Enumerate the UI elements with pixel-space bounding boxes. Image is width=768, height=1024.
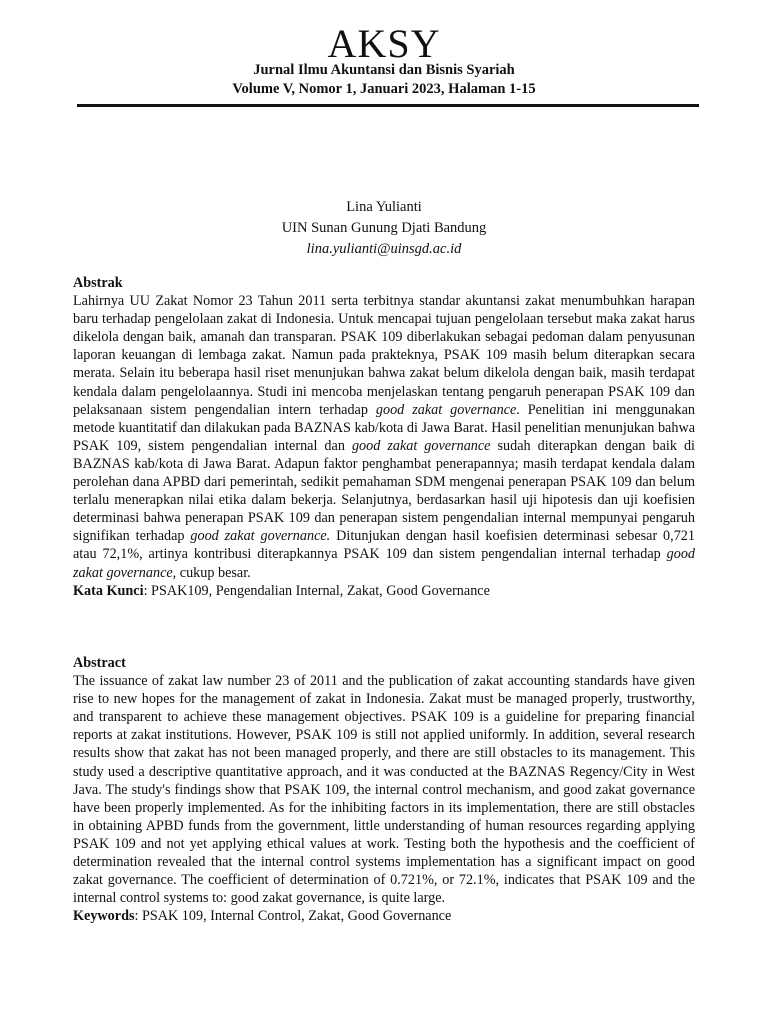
header-divider — [77, 104, 699, 107]
abstrak-text-1: Lahirnya UU Zakat Nomor 23 Tahun 2011 serta terbitnya standar akuntansi zakat menumbuhkan harapan baru terhadap pengelolaan zakat di Indonesia. Untuk mencapai tujuan pengelolaan tersebut maka zakat harus dikelola dengan baik, amanah dan transparan. PSAK 109 diberlakukan sebagai pedoman dalam penyusunan laporan keuangan di lembaga zakat. Namun pada prakteknya, PSAK 109 masih belum diterapkan secara merata. Selain itu beberapa hasil riset menunjukan bahwa zakat belum dikelola dengan baik, masih terdapat kendala dalam pengelolaannya. Studi ini mencoba menjelaskan tentang pengaruh penerapan PSAK 109 dan pelaksanaan sistem pengendalian intern terhadap — [73, 293, 695, 418]
abstrak-text-2: . Penelitian ini menggunakan metode kuantitatif dan dilakukan pada BAZNAS kab/kota di Jawa Barat. Hasil penelitian menunjukan bahwa PSAK 109, sistem pengendalian internal dan — [73, 401, 695, 454]
abstrak-italic-3: good zakat governance. — [190, 528, 331, 545]
abstract-body: The issuance of zakat law number 23 of 2011 and the publication of zakat accounting standards have given rise to new hopes for the management of zakat in Indonesia. Zakat must be managed properly, trustworthy, and transparent to achieve these management objectives. PSAK 109 is a guideline for preparing financial reports at zakat institutions. However, PSAK 109 is still not applied uniformly. In addition, several research results show that zakat has not been managed properly, and there are still obstacles to its management. This study used a descriptive quantitative approach, and it was conducted at the BAZNAS Regency/City in West Java. The study's findings show that PSAK 109, the internal control mechanism, and good zakat governance have been properly implemented. As for the inhibiting factors in its implementation, there are still obstacles in obtaining APBD funds from the government, little understanding of human resources regarding applying PSAK 109 and not yet applying ethical values at work. Testing both the hypothesis and the coefficient of determination revealed that the internal control systems implementation has a significant impact on good zakat governance. The coefficient of determination of 0.721%, or 72.1%, indicates that PSAK 109 and the internal control systems to: good zakat governance, is quite large. — [73, 673, 695, 907]
abstrak-heading: Abstrak — [73, 275, 123, 291]
author-affiliation: UIN Sunan Gunung Djati Bandung — [281, 220, 487, 236]
journal-volume-line: Volume V, Nomor 1, Januari 2023, Halaman 1-15 — [232, 81, 536, 97]
author-name: Lina Yulianti — [346, 199, 422, 215]
abstrak-italic-2: good zakat governance — [351, 437, 491, 454]
kata-kunci — [73, 582, 695, 600]
journal-title: AKSY — [327, 21, 441, 66]
abstrak-text-4: Ditunjukan dengan hasil koefisien determinasi sebesar 0,721 atau 72,1%, artinya kontribusi diterapkannya PSAK 109 dan sistem pengendalian internal terhadap — [73, 528, 695, 563]
abstrak-italic-4: good zakat governance, — [73, 546, 695, 581]
author-block — [0, 197, 768, 260]
keywords — [73, 907, 695, 925]
abstrak-body — [73, 292, 695, 582]
kata-kunci-values: : PSAK109, Pengendalian Internal, Zakat, Good Governance — [143, 582, 490, 599]
abstrak-text-5: cukup besar. — [176, 564, 251, 581]
abstrak-section — [73, 274, 695, 600]
abstrak-italic-1: good zakat governance — [375, 401, 517, 418]
abstract-heading: Abstract — [73, 655, 126, 671]
kata-kunci-label: Kata Kunci — [73, 582, 144, 599]
author-email: lina.yulianti@uinsgd.ac.id — [306, 241, 462, 257]
journal-subtitle: Jurnal Ilmu Akuntansi dan Bisnis Syariah — [253, 62, 515, 78]
keywords-values: : PSAK 109, Internal Control, Zakat, Good Governance — [134, 908, 452, 925]
abstract-section — [73, 654, 695, 925]
abstrak-text-3: sudah diterapkan dengan baik di BAZNAS kab/kota di Jawa Barat. Adapun faktor penghambat penerapannya; masih terdapat kendala dalam perolehan dana APBD dari pemerintah, sedikit pemahaman SDM mengenai penerapan PSAK 109 dan belum terlalu menerapkan nilai etika dalam bekerja. Selanjutnya, berdasarkan hasil uji hipotesis dan uji koefisien determinasi bahwa penerapan PSAK 109 dan penerapan sistem pengendalian internal mempunyai pengaruh signifikan terhadap — [73, 437, 695, 545]
keywords-label: Keywords — [73, 908, 135, 925]
